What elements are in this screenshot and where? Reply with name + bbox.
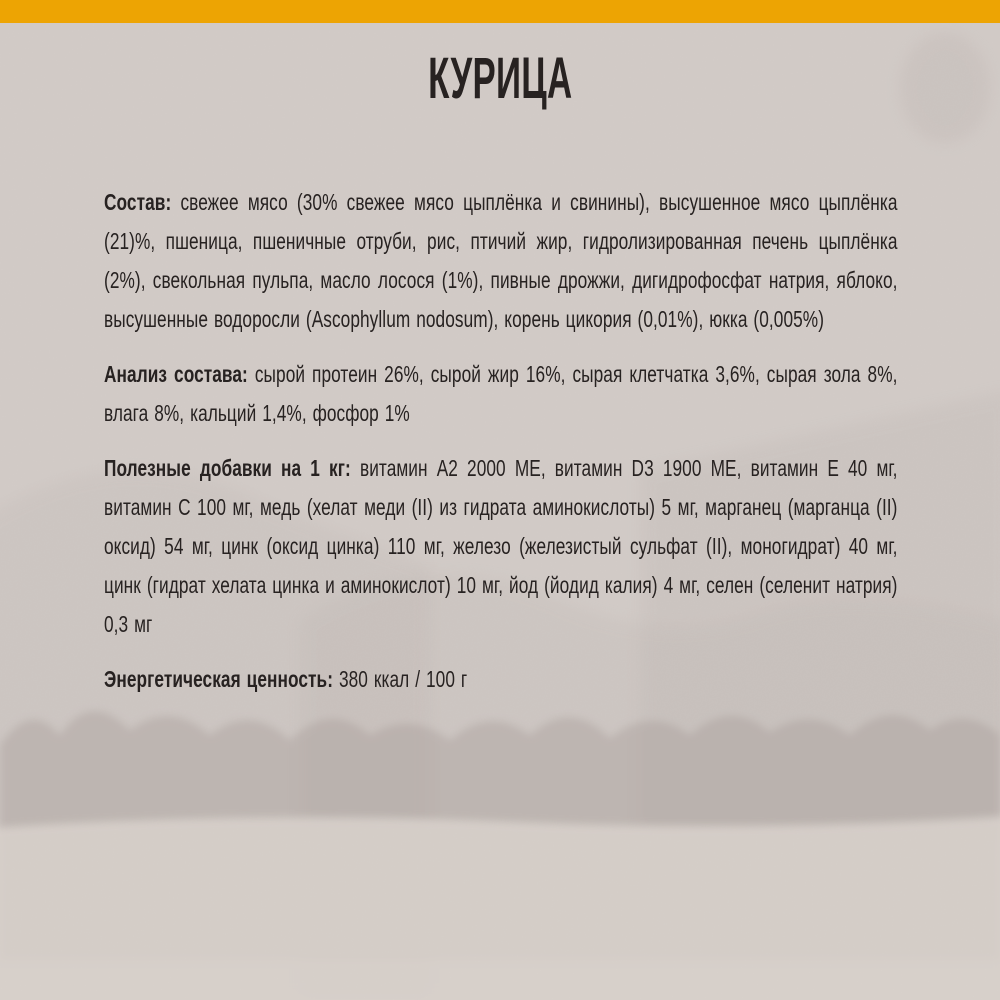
- section-additives: [104, 449, 898, 644]
- top-accent-bar: [0, 0, 1000, 23]
- section-composition: [104, 183, 898, 339]
- section-energy-value-text: 380 ккал / 100 г: [338, 666, 468, 692]
- label-text-block: [104, 183, 898, 715]
- section-energy-value: [104, 660, 898, 699]
- page-title: [0, 48, 1000, 110]
- section-additives-label: Полезные добавки на 1 кг:: [104, 455, 351, 481]
- page-title-text: КУРИЦА: [427, 46, 573, 111]
- section-composition-text: свежее мясо (30% свежее мясо цыплёнка и свинины), высушенное мясо цыплёнка (21)%, пшеница, пшеничные отруби, рис, птичий жир, гидролизированная печень цыплёнка (2%), свекольная пульпа, масло лосося (1%), пивные дрожжи, дигидрофосфат натрия, яблоко, высушенные водоросли (Ascophyllum nodosum), корень цикория (0,01%), юкка (0,005%): [104, 189, 898, 332]
- section-additives-text: витамин А2 2000 МЕ, витамин D3 1900 МЕ, витамин Е 40 мг, витамин С 100 мг, медь (хелат меди (II) из гидрата аминокислоты) 5 мг, марганец (марганца (II) оксид) 54 мг, цинк (оксид цинка) 110 мг, железо (железистый сульфат (II), моногидрат) 40 мг, цинк (гидрат хелата цинка и аминокислот) 10 мг, йод (йодид калия) 4 мг, селен (селенит натрия) 0,3 мг: [104, 455, 898, 637]
- section-analysis: [104, 355, 898, 433]
- section-analysis-label: Анализ состава:: [104, 361, 248, 387]
- section-analysis-text: сырой протеин 26%, сырой жир 16%, сырая клетчатка 3,6%, сырая зола 8%, влага 8%, кальций 1,4%, фосфор 1%: [104, 361, 898, 426]
- section-composition-label: Состав:: [104, 189, 172, 215]
- section-energy-value-label: Энергетическая ценность:: [104, 666, 334, 692]
